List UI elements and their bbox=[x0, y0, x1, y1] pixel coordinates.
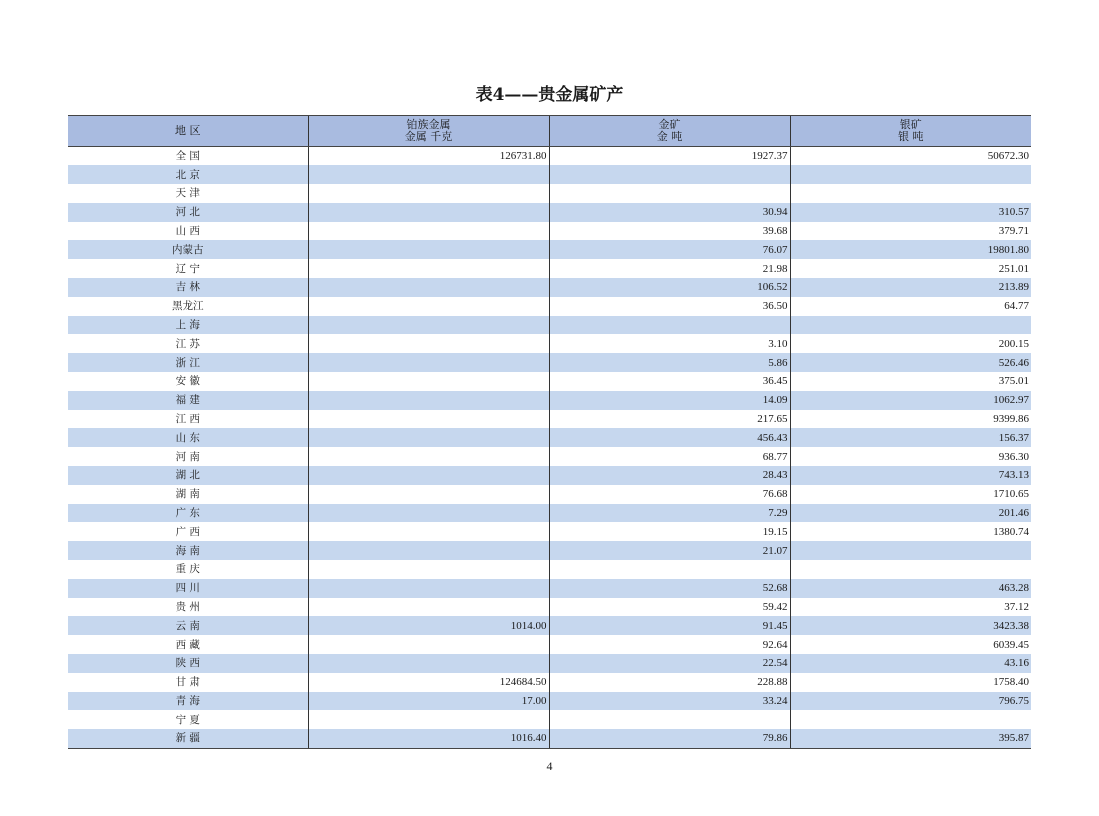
region-cell: 西 藏 bbox=[175, 638, 200, 651]
table-row bbox=[68, 240, 1031, 259]
table-row bbox=[68, 447, 1031, 466]
table-row bbox=[68, 616, 1031, 635]
region-cell: 山 西 bbox=[175, 225, 200, 238]
region-cell: 黑龙江 bbox=[172, 300, 204, 313]
platinum-cell bbox=[308, 598, 549, 617]
gold-cell: 68.77 bbox=[549, 447, 790, 466]
platinum-cell bbox=[308, 222, 549, 241]
table-row bbox=[68, 541, 1031, 560]
gold-cell: 21.07 bbox=[549, 541, 790, 560]
platinum-cell bbox=[308, 334, 549, 353]
gold-cell: 79.86 bbox=[549, 729, 790, 748]
silver-cell: 379.71 bbox=[790, 222, 1031, 241]
region-cell: 贵 州 bbox=[175, 601, 200, 614]
silver-cell: 463.28 bbox=[790, 579, 1031, 598]
silver-cell bbox=[790, 541, 1031, 560]
table-row bbox=[68, 353, 1031, 372]
silver-cell: 200.15 bbox=[790, 334, 1031, 353]
gold-cell: 5.86 bbox=[549, 353, 790, 372]
gold-cell: 91.45 bbox=[549, 616, 790, 635]
gold-cell: 14.09 bbox=[549, 391, 790, 410]
header-gold-unit: 金 吨 bbox=[656, 130, 683, 143]
header-platinum bbox=[308, 116, 549, 147]
silver-cell: 796.75 bbox=[790, 692, 1031, 711]
silver-cell: 1062.97 bbox=[790, 391, 1031, 410]
header-platinum-title: 铂族金属 bbox=[406, 118, 451, 131]
platinum-cell bbox=[308, 240, 549, 259]
region-cell: 湖 北 bbox=[68, 466, 308, 485]
platinum-cell bbox=[308, 447, 549, 466]
region-cell: 重 庆 bbox=[175, 563, 200, 576]
silver-cell: 375.01 bbox=[790, 372, 1031, 391]
gold-cell: 456.43 bbox=[549, 428, 790, 447]
table-row bbox=[68, 692, 1031, 711]
table-row bbox=[68, 372, 1031, 391]
silver-cell bbox=[790, 184, 1031, 203]
table-row bbox=[68, 579, 1031, 598]
table-row bbox=[68, 278, 1031, 297]
silver-cell: 1380.74 bbox=[790, 522, 1031, 541]
platinum-cell: 126731.80 bbox=[308, 147, 549, 166]
region-cell: 新 疆 bbox=[68, 729, 308, 748]
gold-cell: 59.42 bbox=[549, 598, 790, 617]
silver-cell: 936.30 bbox=[790, 447, 1031, 466]
silver-cell bbox=[790, 165, 1031, 184]
table-row bbox=[68, 391, 1031, 410]
region-cell: 江 苏 bbox=[175, 337, 200, 350]
gold-cell: 217.65 bbox=[549, 410, 790, 429]
header-gold-title: 金矿 bbox=[658, 118, 681, 131]
table-row bbox=[68, 729, 1031, 748]
region-cell: 浙 江 bbox=[68, 353, 308, 372]
silver-cell: 19801.80 bbox=[790, 240, 1031, 259]
table-row bbox=[68, 522, 1031, 541]
table-row bbox=[68, 485, 1031, 504]
gold-cell: 36.45 bbox=[549, 372, 790, 391]
gold-cell: 92.64 bbox=[549, 635, 790, 654]
gold-cell: 3.10 bbox=[549, 334, 790, 353]
gold-cell: 22.54 bbox=[549, 654, 790, 673]
gold-cell: 19.15 bbox=[549, 522, 790, 541]
header-silver-title: 银矿 bbox=[899, 118, 922, 131]
platinum-cell: 1014.00 bbox=[308, 616, 549, 635]
platinum-cell bbox=[308, 297, 549, 316]
region-cell: 陕 西 bbox=[68, 654, 308, 673]
platinum-cell bbox=[308, 203, 549, 222]
platinum-cell bbox=[308, 485, 549, 504]
silver-cell: 37.12 bbox=[790, 598, 1031, 617]
region-cell: 河 南 bbox=[175, 450, 200, 463]
platinum-cell bbox=[308, 391, 549, 410]
gold-cell bbox=[549, 184, 790, 203]
silver-cell bbox=[790, 316, 1031, 335]
header-silver-unit: 银 吨 bbox=[898, 130, 924, 143]
silver-cell: 1710.65 bbox=[790, 485, 1031, 504]
platinum-cell bbox=[308, 635, 549, 654]
header-silver bbox=[790, 116, 1031, 147]
table-row bbox=[68, 560, 1031, 579]
gold-cell: 76.68 bbox=[549, 485, 790, 504]
silver-cell bbox=[790, 710, 1031, 729]
table-title: 表4——贵金属矿产 bbox=[475, 85, 624, 105]
gold-cell: 52.68 bbox=[549, 579, 790, 598]
silver-cell: 310.57 bbox=[790, 203, 1031, 222]
gold-cell: 228.88 bbox=[549, 673, 790, 692]
platinum-cell bbox=[308, 316, 549, 335]
region-cell: 甘 肃 bbox=[175, 676, 200, 689]
platinum-cell: 17.00 bbox=[308, 692, 549, 711]
table-row bbox=[68, 259, 1031, 278]
gold-cell: 36.50 bbox=[549, 297, 790, 316]
platinum-cell: 124684.50 bbox=[308, 673, 549, 692]
platinum-cell bbox=[308, 466, 549, 485]
region-cell: 全 国 bbox=[175, 150, 200, 163]
region-cell: 湖 南 bbox=[175, 488, 200, 501]
region-cell: 河 北 bbox=[68, 203, 308, 222]
region-cell: 宁 夏 bbox=[175, 713, 200, 726]
platinum-cell bbox=[308, 710, 549, 729]
platinum-cell bbox=[308, 504, 549, 523]
platinum-cell bbox=[308, 410, 549, 429]
table-row bbox=[68, 710, 1031, 729]
region-cell: 安 徽 bbox=[175, 375, 200, 388]
region-cell: 天 津 bbox=[175, 187, 200, 200]
region-cell: 云 南 bbox=[68, 616, 308, 635]
table-row bbox=[68, 673, 1031, 692]
silver-cell: 156.37 bbox=[790, 428, 1031, 447]
region-cell: 广 西 bbox=[175, 525, 200, 538]
table-row bbox=[68, 410, 1031, 429]
platinum-cell: 1016.40 bbox=[308, 729, 549, 748]
platinum-cell bbox=[308, 165, 549, 184]
table-row bbox=[68, 334, 1031, 353]
region-cell: 山 东 bbox=[68, 428, 308, 447]
silver-cell: 64.77 bbox=[790, 297, 1031, 316]
region-cell: 广 东 bbox=[68, 504, 308, 523]
precious-metals-table bbox=[68, 115, 1031, 749]
gold-cell bbox=[549, 165, 790, 184]
gold-cell: 1927.37 bbox=[549, 147, 790, 166]
silver-cell: 3423.38 bbox=[790, 616, 1031, 635]
silver-cell: 1758.40 bbox=[790, 673, 1031, 692]
region-cell: 吉 林 bbox=[68, 278, 308, 297]
header-region bbox=[68, 116, 308, 147]
table-row bbox=[68, 316, 1031, 335]
gold-cell bbox=[549, 560, 790, 579]
gold-cell: 33.24 bbox=[549, 692, 790, 711]
header-row bbox=[68, 116, 1031, 147]
platinum-cell bbox=[308, 522, 549, 541]
silver-cell: 743.13 bbox=[790, 466, 1031, 485]
platinum-cell bbox=[308, 259, 549, 278]
header-region-label: 地 区 bbox=[175, 124, 201, 137]
gold-cell: 21.98 bbox=[549, 259, 790, 278]
silver-cell: 213.89 bbox=[790, 278, 1031, 297]
silver-cell bbox=[790, 560, 1031, 579]
table-row bbox=[68, 466, 1031, 485]
platinum-cell bbox=[308, 372, 549, 391]
region-cell: 上 海 bbox=[68, 316, 308, 335]
table-row bbox=[68, 504, 1031, 523]
header-gold bbox=[549, 116, 790, 147]
table-row bbox=[68, 598, 1031, 617]
region-cell: 辽 宁 bbox=[175, 262, 200, 275]
platinum-cell bbox=[308, 579, 549, 598]
region-cell: 四 川 bbox=[68, 579, 308, 598]
table-row bbox=[68, 165, 1031, 184]
silver-cell: 9399.86 bbox=[790, 410, 1031, 429]
table-row bbox=[68, 428, 1031, 447]
platinum-cell bbox=[308, 278, 549, 297]
platinum-cell bbox=[308, 353, 549, 372]
gold-cell bbox=[549, 710, 790, 729]
region-cell: 内蒙古 bbox=[68, 240, 308, 259]
silver-cell: 6039.45 bbox=[790, 635, 1031, 654]
gold-cell: 76.07 bbox=[549, 240, 790, 259]
region-cell: 福 建 bbox=[68, 391, 308, 410]
gold-cell: 30.94 bbox=[549, 203, 790, 222]
silver-cell: 43.16 bbox=[790, 654, 1031, 673]
silver-cell: 395.87 bbox=[790, 729, 1031, 748]
silver-cell: 201.46 bbox=[790, 504, 1031, 523]
gold-cell: 28.43 bbox=[549, 466, 790, 485]
platinum-cell bbox=[308, 184, 549, 203]
table-body bbox=[68, 147, 1031, 749]
platinum-cell bbox=[308, 560, 549, 579]
silver-cell: 50672.30 bbox=[790, 147, 1031, 166]
region-cell: 青 海 bbox=[68, 692, 308, 711]
gold-cell: 39.68 bbox=[549, 222, 790, 241]
table-row bbox=[68, 297, 1031, 316]
region-cell: 北 京 bbox=[68, 165, 308, 184]
platinum-cell bbox=[308, 541, 549, 560]
table-row bbox=[68, 222, 1031, 241]
table-row bbox=[68, 184, 1031, 203]
gold-cell bbox=[549, 316, 790, 335]
table-row bbox=[68, 147, 1031, 166]
platinum-cell bbox=[308, 654, 549, 673]
header-platinum-unit: 金属 千克 bbox=[404, 130, 453, 143]
platinum-cell bbox=[308, 428, 549, 447]
region-cell: 海 南 bbox=[68, 541, 308, 560]
silver-cell: 251.01 bbox=[790, 259, 1031, 278]
silver-cell: 526.46 bbox=[790, 353, 1031, 372]
gold-cell: 7.29 bbox=[549, 504, 790, 523]
region-cell: 江 西 bbox=[175, 413, 200, 426]
gold-cell: 106.52 bbox=[549, 278, 790, 297]
page-number: 4 bbox=[546, 759, 553, 773]
table-row bbox=[68, 203, 1031, 222]
table-row bbox=[68, 654, 1031, 673]
table-row bbox=[68, 635, 1031, 654]
